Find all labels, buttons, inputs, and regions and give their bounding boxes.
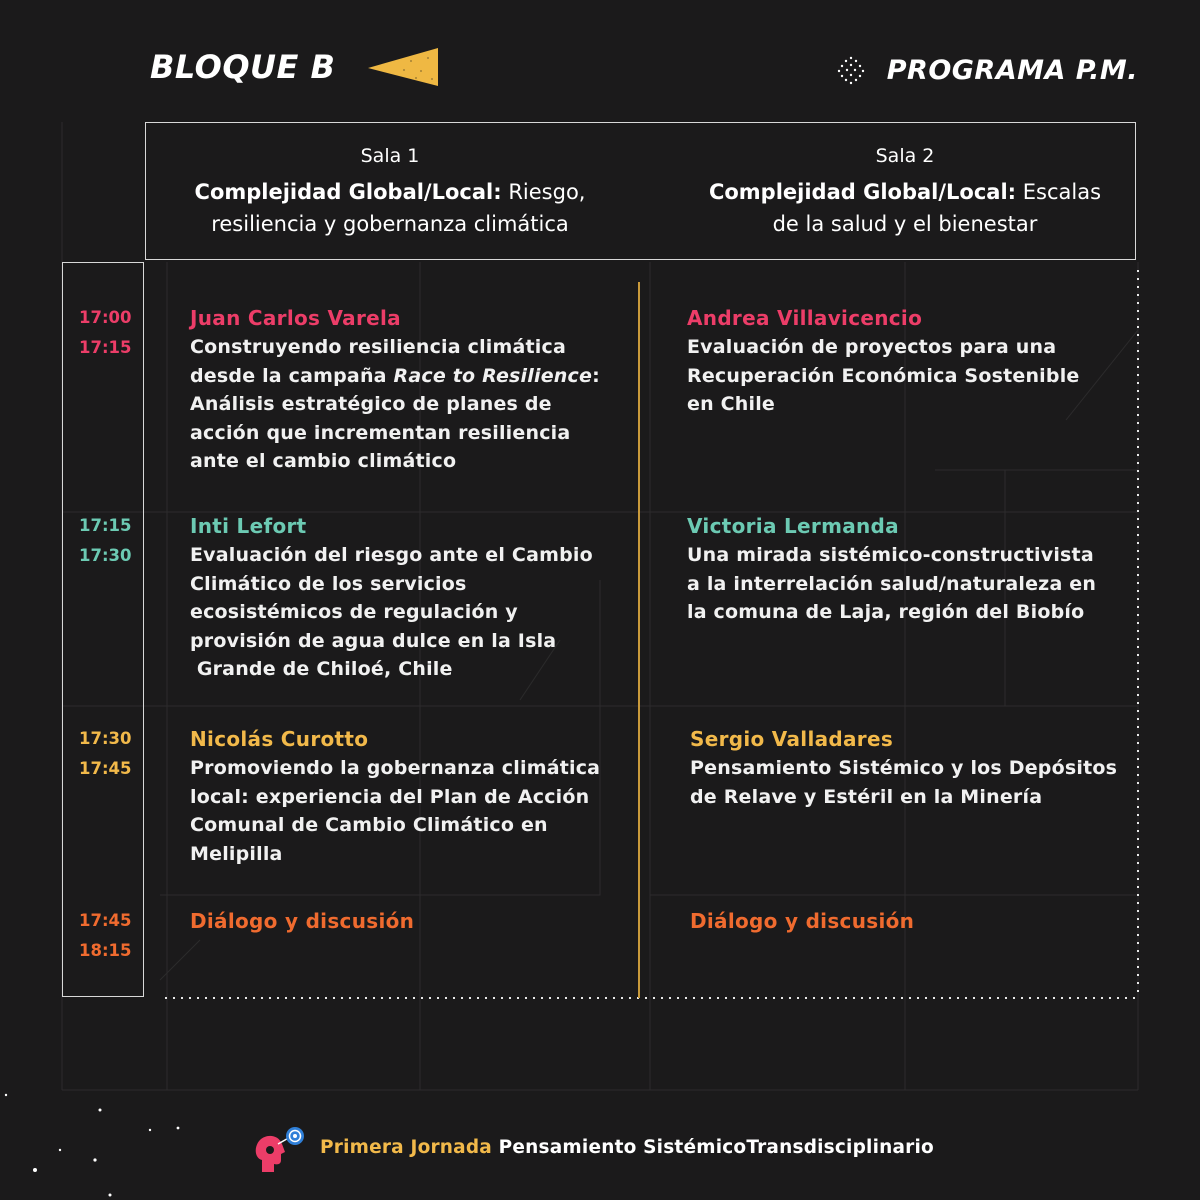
speaker-name: Nicolás Curotto: [190, 727, 369, 751]
talk-title: Construyendo resiliencia climática desde la campaña Race to Resilience: Análisis estratégico de planes de acción que incrementan resiliencia ante el cambio climático: [190, 336, 600, 472]
slot-4-sala-1-dialogue: Diálogo y discusión: [190, 909, 415, 933]
speaker-name: Andrea Villavicencio: [687, 306, 923, 330]
footer-rest: Pensamiento SistémicoTransdisciplinario: [498, 1137, 934, 1158]
slot-3-sala-2: [690, 727, 1130, 811]
slot-4-sala-2-dialogue: Diálogo y discusión: [690, 909, 915, 933]
slot-4-end: 18:15: [79, 941, 132, 960]
talk-title: Pensamiento Sistémico y los Depósitos de Relave y Estéril en la Minería: [690, 757, 1118, 808]
slot-1-sala-1: [190, 306, 630, 476]
speaker-name: Inti Lefort: [190, 514, 307, 538]
slot-1-start: 17:00: [79, 308, 132, 327]
slot-3-start: 17:30: [79, 729, 132, 748]
room-1-title: [160, 176, 620, 240]
slot-1-end: 17:15: [79, 338, 132, 357]
slot-3-times: [79, 724, 132, 784]
room-1-title-bold: Complejidad Global/Local:: [194, 180, 502, 204]
room-2-label: Sala 2: [875, 145, 935, 167]
slot-2-sala-1: [190, 514, 630, 684]
slot-3-sala-1: [190, 727, 630, 868]
time-column-box: [62, 262, 144, 997]
room-2-title-rest-1: Escalas: [1022, 180, 1102, 204]
slot-2-times: [79, 511, 132, 571]
slot-2-start: 17:15: [79, 516, 132, 535]
dot-cluster-icon: [836, 55, 866, 85]
slot-2-sala-2: [687, 514, 1127, 627]
slot-4-start: 17:45: [79, 911, 132, 930]
room-1-label: Sala 1: [360, 145, 420, 167]
room-2-title: [675, 176, 1135, 240]
slot-2-end: 17:30: [79, 546, 132, 565]
room-2-title-bold: Complejidad Global/Local:: [708, 180, 1017, 204]
talk-title: Promoviendo la gobernanza climática local: experiencia del Plan de Acción Comunal de Cambio Climático en Melipilla: [190, 757, 601, 865]
talk-title: Una mirada sistémico-constructivista a la interrelación salud/naturaleza en la comuna de Laja, región del Biobío: [687, 544, 1097, 623]
slot-1-times: [79, 303, 132, 363]
room-divider: [638, 282, 640, 998]
triangle-flag-icon: [366, 46, 440, 88]
speaker-name: Sergio Valladares: [690, 727, 894, 751]
speaker-name: Juan Carlos Varela: [190, 306, 401, 330]
speaker-name: Victoria Lermanda: [687, 514, 899, 538]
footer-highlight: Primera Jornada: [320, 1137, 492, 1158]
slot-3-end: 17:45: [79, 759, 132, 778]
slot-4-times: [79, 906, 132, 966]
room-1-title-rest-2: resiliencia y gobernanza climática: [211, 212, 569, 236]
program-title: PROGRAMA P.M.: [886, 55, 1138, 86]
slot-1-sala-2: [687, 306, 1127, 419]
head-logo-icon: [252, 1124, 308, 1174]
talk-title: Evaluación del riesgo ante el Cambio Climático de los servicios ecosistémicos de regulación y provisión de agua dulce en la Isla Grande de Chiloé, Chile: [190, 544, 593, 680]
room-2-header: [675, 140, 1135, 240]
room-1-header: [160, 140, 620, 240]
room-2-title-rest-2: de la salud y el bienestar: [772, 212, 1038, 236]
talk-title: Evaluación de proyectos para una Recuperación Económica Sostenible en Chile: [687, 336, 1080, 415]
block-title: BLOQUE B: [150, 48, 336, 86]
footer-title: [320, 1137, 934, 1158]
room-1-title-rest-1: Riesgo,: [508, 180, 586, 204]
